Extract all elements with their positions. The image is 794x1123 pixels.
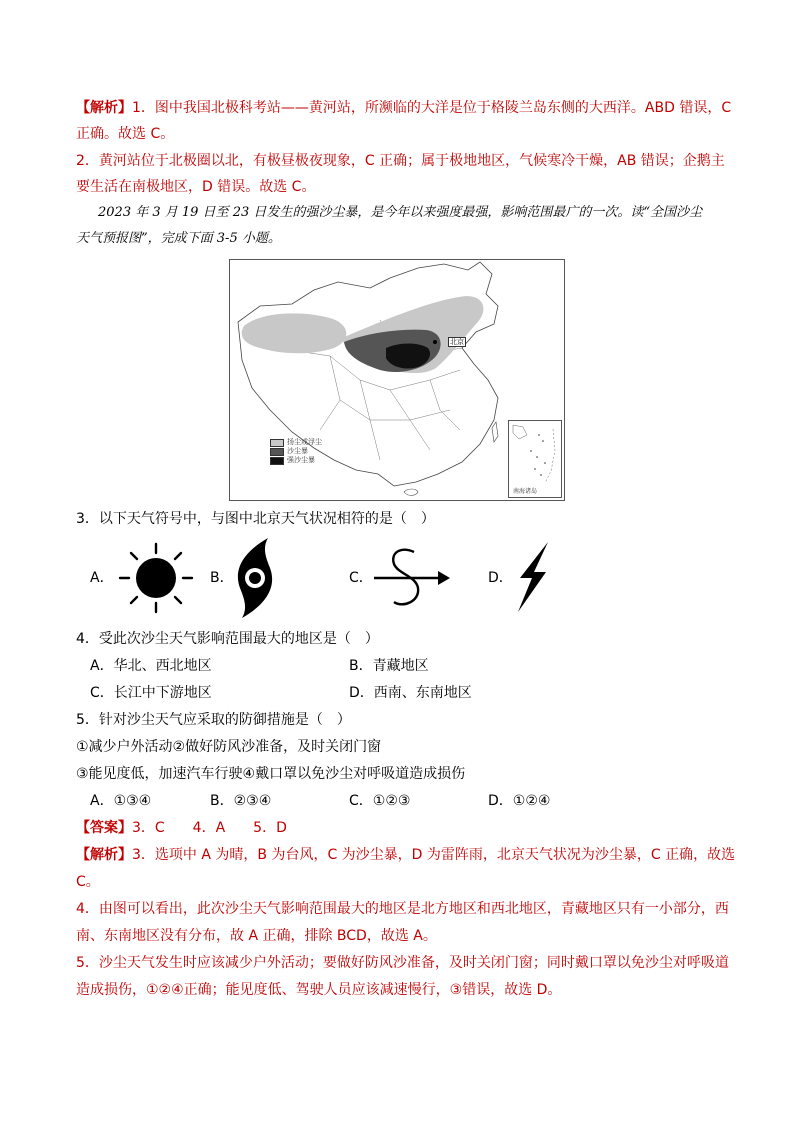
q5-option-d: D．①②④ [488, 793, 551, 809]
q3-option-a-label: A． [90, 570, 114, 586]
analysis-1-line-3: 2．黄河站位于北极圈以北，有极昼极夜现象，C 正确；属于极地地区，气候寒冷干燥，AB 错误；企鹅主 [76, 153, 725, 169]
analysis-2-line-6: 造成损伤，①②④正确；能见度低、驾驶人员应该减速慢行，③错误，故选 D。 [76, 982, 562, 998]
q4-option-d: D．西南、东南地区 [349, 685, 472, 701]
hainan-island [404, 489, 418, 495]
typhoon-icon [230, 536, 280, 620]
q3-option-d-label: D． [488, 570, 513, 586]
legend-swatch [270, 439, 284, 447]
q5-option-c: C．①②③ [349, 793, 411, 809]
legend-swatch [270, 457, 284, 465]
q5-option-a: A．①③④ [90, 793, 152, 809]
q5-stem: 5．针对沙尘天气应采取的防御措施是（ ） [76, 712, 351, 728]
analysis-1-line-2: 正确。故选 C。 [76, 126, 175, 142]
legend-item-light: 扬尘或浮尘 [270, 438, 322, 447]
thunderstorm-icon [512, 540, 552, 614]
analysis-2-line-1: 【解析】3．选项中 A 为晴，B 为台风，C 为沙尘暴，D 为雷阵雨，北京天气状况为沙尘暴，C 正确，故选 [76, 847, 736, 863]
analysis-tag: 【解析】 [76, 847, 132, 863]
answer-tag: 【答案】 [76, 820, 132, 836]
dust-forecast-map [229, 259, 565, 501]
analysis-1-line-4: 要生活在南极地区，D 错误。故选 C。 [76, 179, 316, 195]
legend-swatch [270, 448, 284, 456]
analysis-2-line-4: 南、东南地区没有分布，故 A 正确，排除 BCD，故选 A。 [76, 928, 437, 944]
analysis-2-line-2: C。 [76, 874, 100, 890]
q3-option-c-label: C． [349, 570, 373, 586]
legend-item-dark: 强沙尘暴 [270, 456, 322, 465]
q5-statement-line-2: ③能见度低，加速汽车行驶④戴口罩以免沙尘对呼吸道造成损伤 [76, 766, 466, 782]
intro-line-2: 天气预报图”，完成下面 3-5 小题。 [76, 231, 281, 246]
sun-icon [114, 540, 198, 616]
q4-option-a: A．华北、西北地区 [90, 658, 212, 674]
answer-text: 3．C 4．A 5．D [132, 820, 287, 836]
q3-stem: 3．以下天气符号中，与图中北京天气状况相符的是（ ） [76, 511, 435, 527]
q3-option-b-label: B． [210, 570, 234, 586]
q4-option-b: B．青藏地区 [349, 658, 429, 674]
answer-line [76, 818, 726, 838]
south-china-sea-inset [508, 420, 562, 498]
q4-option-c: C．长江中下游地区 [90, 685, 212, 701]
taiwan-island [492, 422, 498, 442]
dust-area-light [242, 313, 347, 353]
q5-statement-line-1: ①减少户外活动②做好防风沙准备，及时关闭门窗 [76, 739, 382, 755]
q5-option-b: B．②③④ [210, 793, 272, 809]
inset-label: 南海诸岛 [513, 488, 538, 495]
map-legend [270, 438, 322, 465]
intro-line-1: 2023 年 3 月 19 日至 23 日发生的强沙尘暴，是今年以来强度最强，影响范围最广的一次。读“全国沙尘 [98, 205, 703, 220]
analysis-tag: 【解析】 [76, 100, 132, 116]
beijing-marker [433, 340, 437, 344]
analysis-2-line-5: 5．沙尘天气发生时应该减少户外活动；要做好防风沙准备，及时关闭门窗；同时戴口罩以免沙尘对呼吸道 [76, 955, 729, 971]
analysis-1-line-1: 【解析】1．图中我国北极科考站——黄河站，所濒临的大洋是位于格陵兰岛东侧的大西洋。ABD 错误，C [76, 100, 732, 116]
legend-item-mid: 沙尘暴 [270, 447, 322, 456]
analysis-2-line-3: 4．由图可以看出，此次沙尘天气影响范围最大的地区是北方地区和西北地区，青藏地区只有一小部分，西 [76, 901, 729, 917]
sandstorm-icon [372, 546, 452, 610]
q4-stem: 4．受此次沙尘天气影响范围最大的地区是（ ） [76, 631, 379, 647]
beijing-label: 北京 [450, 338, 464, 346]
